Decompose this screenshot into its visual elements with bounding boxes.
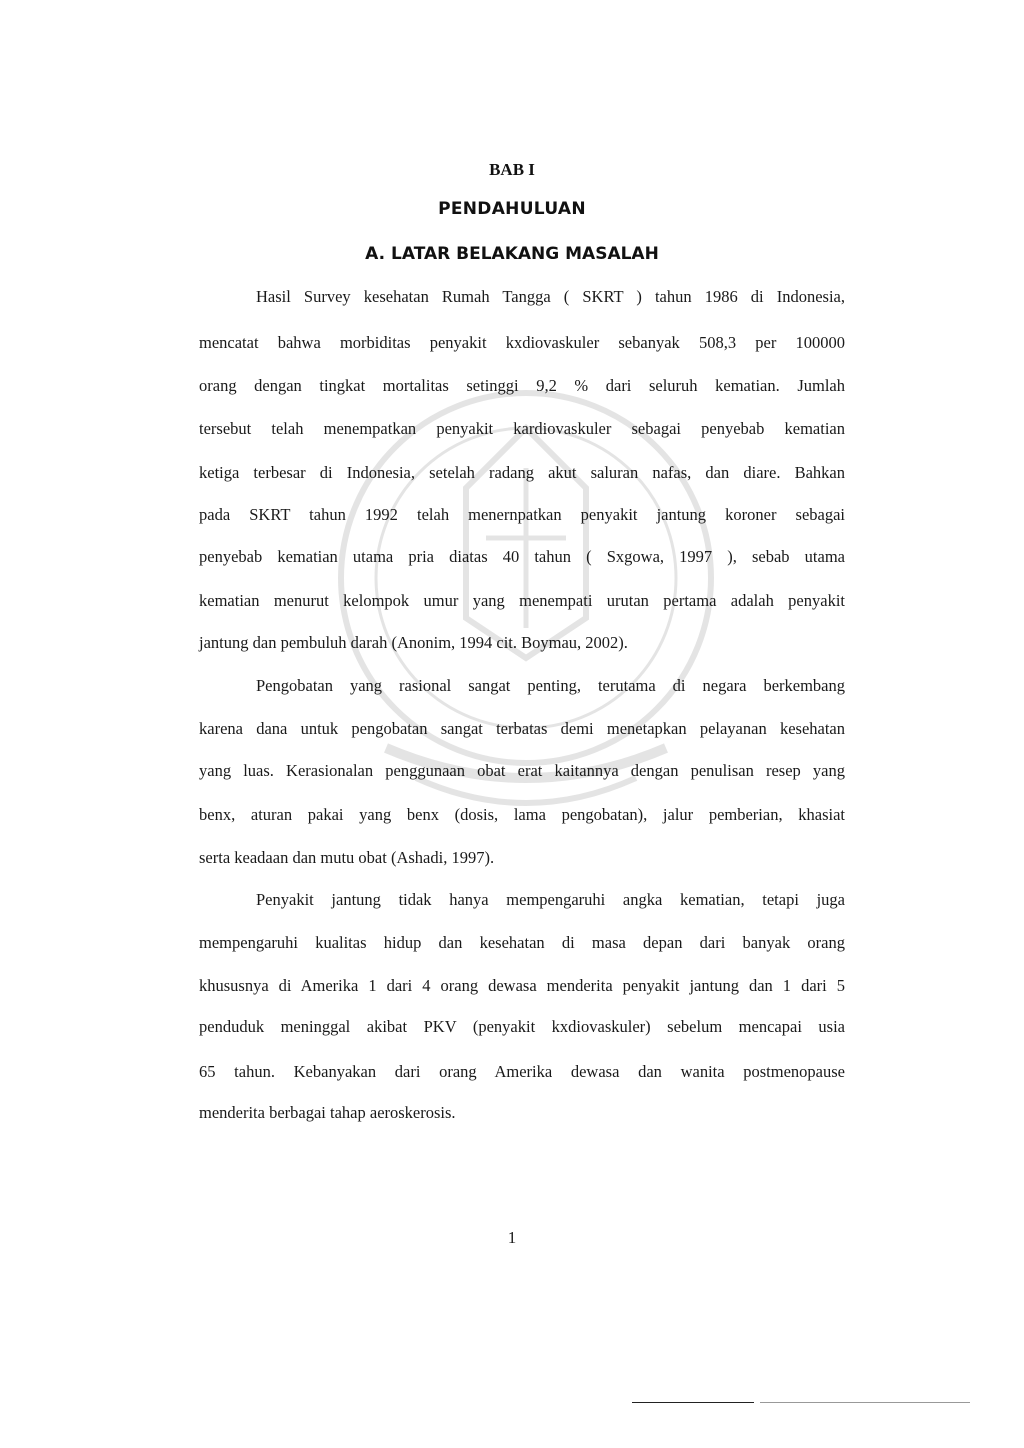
text-line: mempengaruhi kualitas hidup dan kesehatan di masa depan dari banyak orang (199, 933, 845, 952)
text-line: pada SKRT tahun 1992 telah menernpatkan penyakit jantung koroner sebagai (199, 505, 845, 524)
text-line: benx, aturan pakai yang benx (dosis, lama pengobatan), jalur pemberian, khasiat (199, 805, 845, 824)
text-line: serta keadaan dan mutu obat (Ashadi, 1997). (199, 848, 495, 867)
text-line: Pengobatan yang rasional sangat penting, terutama di negara berkembang (256, 676, 845, 695)
text-line: ketiga terbesar di Indonesia, setelah radang akut saluran nafas, dan diare. Bahkan (199, 463, 845, 482)
section-heading: A. LATAR BELAKANG MASALAH (365, 244, 659, 264)
text-line: orang dengan tingkat mortalitas setinggi 9,2 % dari seluruh kematian. Jumlah (199, 376, 845, 395)
text-line: khususnya di Amerika 1 dari 4 orang dewasa menderita penyakit jantung dan 1 dari 5 (199, 976, 845, 995)
text-line: menderita berbagai tahap aeroskerosis. (199, 1103, 456, 1122)
page-number: 1 (507, 1228, 517, 1247)
text-line: karena dana untuk pengobatan sangat terbatas demi menetapkan pelayanan kesehatan (199, 719, 845, 738)
text-line: kematian menurut kelompok umur yang menempati urutan pertama adalah penyakit (199, 591, 845, 610)
text-line: mencatat bahwa morbiditas penyakit kxdiovaskuler sebanyak 508,3 per 100000 (199, 333, 845, 352)
text-line: yang luas. Kerasionalan penggunaan obat erat kaitannya dengan penulisan resep yang (199, 761, 845, 780)
text-line: penduduk meninggal akibat PKV (penyakit kxdiovaskuler) sebelum mencapai usia (199, 1017, 845, 1036)
text-line: 65 tahun. Kebanyakan dari orang Amerika dewasa dan wanita postmenopause (199, 1062, 845, 1081)
scan-artifact-line (632, 1402, 754, 1403)
text-line: Penyakit jantung tidak hanya mempengaruhi angka kematian, tetapi juga (256, 890, 845, 909)
chapter-title: PENDAHULUAN (438, 199, 586, 219)
text-line: penyebab kematian utama pria diatas 40 tahun ( Sxgowa, 1997 ), sebab utama (199, 547, 845, 566)
text-line: jantung dan pembuluh darah (Anonim, 1994 cit. Boymau, 2002). (199, 633, 628, 652)
text-line: tersebut telah menempatkan penyakit kardiovaskuler sebagai penyebab kematian (199, 419, 845, 438)
scan-artifact-line (760, 1402, 970, 1403)
chapter-label: BAB I (489, 160, 535, 179)
text-line: Hasil Survey kesehatan Rumah Tangga ( SKRT ) tahun 1986 di Indonesia, (256, 287, 845, 306)
